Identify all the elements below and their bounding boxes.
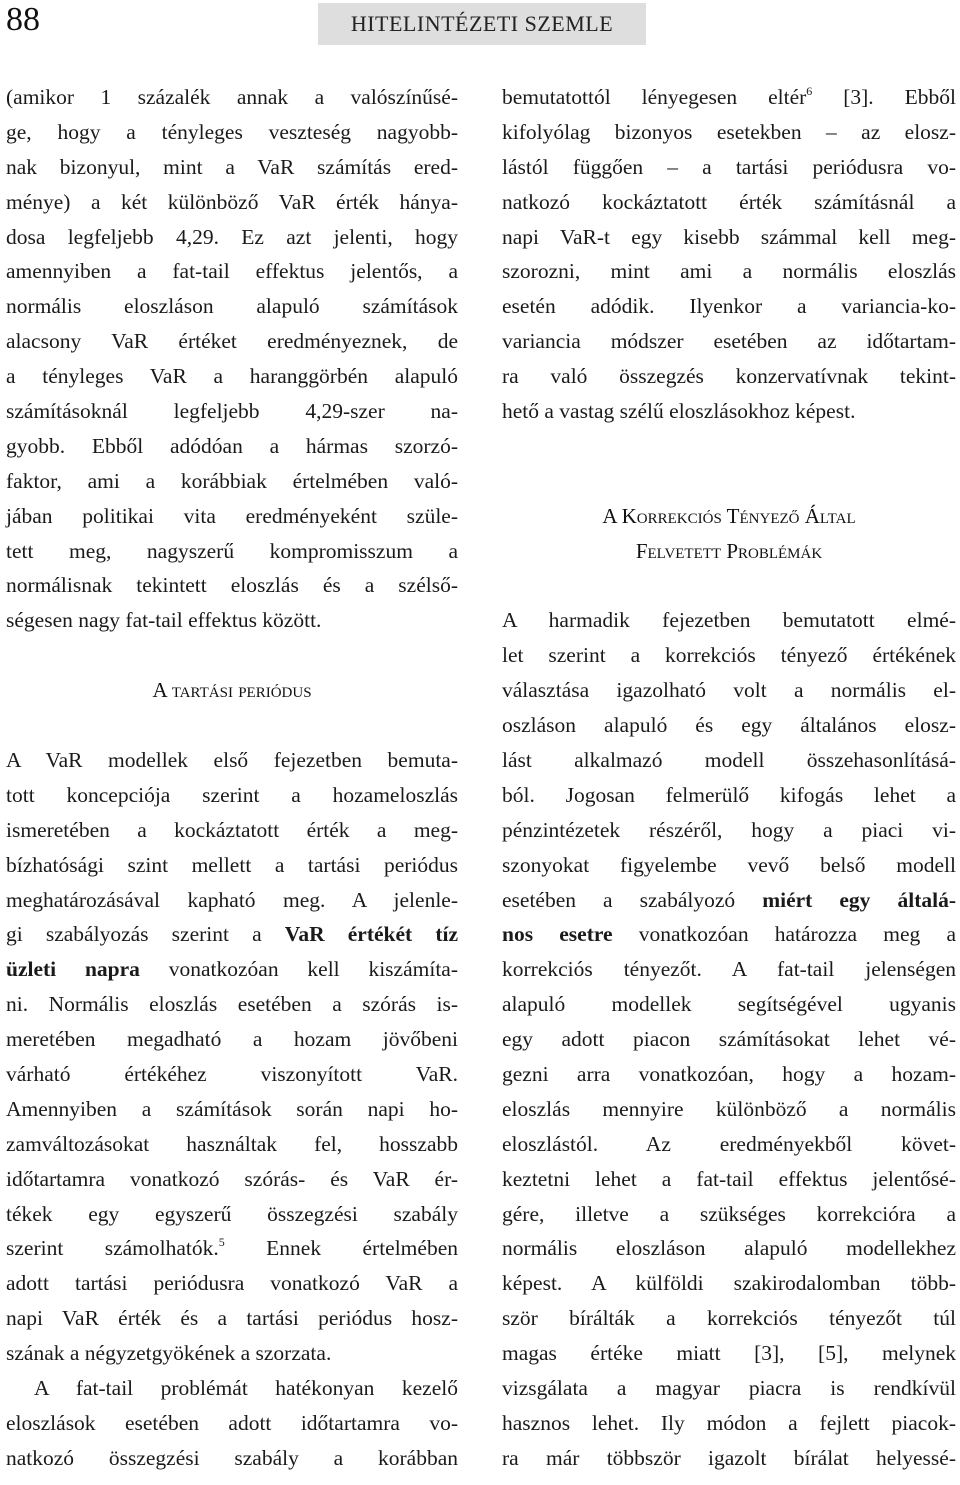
text-line: ménye) a két különböző VaR érték hánya- [6,189,458,214]
text-line: esetén adódik. Ilyenkor a variancia-ko- [502,294,956,319]
spacer [502,429,956,464]
text-line: A fat-tail problémát hatékonyan kezelő [34,1375,458,1400]
text-line: magas értéke miatt [3], [5], melynek [502,1341,956,1366]
text-line: tékek egy egyszerű összegzési szabály [6,1201,458,1226]
text-line: időtartamra vonatkozó szórás- és VaR ér- [6,1166,458,1191]
text-line: gyobb. Ebből adódóan a hármas szorzó- [6,433,458,458]
text-line: ge, hogy a tényleges veszteség nagyobb- [6,119,458,144]
text-line: natkozó összegzési szabály a korábban [6,1445,458,1470]
text-line: hasznos lehet. Ily módon a fejlett piacok- [502,1410,956,1435]
emphasis: miért egy általá- [762,887,956,912]
text-line: gére, illetve a szükséges korrekcióra a [502,1201,956,1226]
text-line: faktor, ami a korábbiak értelmében való- [6,468,458,493]
text-line: szorozni, mint ami a normális eloszlás [502,259,956,284]
right-paragraph-1 [502,80,956,429]
text-line: meretében megadható a hozam jövőbeni [6,1027,458,1052]
text-line: eloszlás mennyire különböző a normális [502,1096,956,1121]
text-line: képest. A külföldi szakirodalomban több- [502,1271,956,1296]
text-line: eloszlások esetében adott időtartamra vo- [6,1410,458,1435]
text-line: meghatározásával kapható meg. A jelenle- [6,887,458,912]
section-heading-text: A tartási periódus [152,678,312,703]
text-line: a tényleges VaR a haranggörbén alapuló [6,364,458,389]
right-paragraph-2 [502,603,956,1475]
footnote-reference: 5 [218,1235,225,1250]
journal-running-head: HITELINTÉZETI SZEMLE [318,3,646,45]
text-line: tett meg, nagyszerű kompromisszum a [6,538,458,563]
text-line: kifolyólag bizonyos esetekben – az elosz- [502,119,956,144]
text-line: hető a vastag szélű eloszlásokhoz képest. [502,399,856,424]
text-line: gi szabályozás szerint a VaR értékét tíz [6,922,458,947]
emphasis: üzleti napra [6,957,140,982]
text-line: adott tartási periódusra vonatkozó VaR a [6,1271,458,1296]
text-line: jában politikai vita eredményeként szüle- [6,503,458,528]
right-column [502,80,956,1476]
text-line: várható értékéhez viszonyított VaR. [6,1061,458,1086]
text-line: dosa legfeljebb 4,29. Ez azt jelenti, hogy [6,224,458,249]
section-heading-correction-factor [502,499,956,569]
spacer [502,569,956,604]
text-line: tott koncepciója szerint a hozameloszlás [6,782,458,807]
text-line: (amikor 1 százalék annak a valószínűsé- [6,85,458,109]
section-heading-line-1: A Korrekciós Tényező Által [602,503,856,528]
text-line: számításoknál legfeljebb 4,29-szer na- [6,399,458,424]
text-line: zamváltozásokat használtak fel, hosszabb [6,1131,458,1156]
text-line: eloszlástól. Az eredményekből követ- [502,1131,956,1156]
emphasis: VaR értékét tíz [284,922,458,947]
text-line: natkozó kockáztatott érték számításnál a [502,189,956,214]
text-line: szának a négyzetgyökének a szorzata. [6,1341,332,1366]
spacer [6,708,458,743]
text-line: esetében a szabályozó miért egy általá- [502,887,956,912]
text-line: variancia módszer esetében az időtartam- [502,329,956,354]
text-line: szerint számolhatók.$^5$ Ennek értelmében [6,1235,458,1261]
text-line: normális eloszláson alapuló számítások [6,294,458,319]
text-line: választása igazolható volt a normális el- [502,678,956,703]
text-line: Amennyiben a számítások során napi ho- [6,1096,458,1121]
footnote-reference: 6 [806,84,813,98]
text-line: szonyokat figyelembe vevő belső modell [502,852,956,877]
text-line: lást alkalmazó modell összehasonlításá- [502,747,956,772]
text-line: amennyiben a fat-tail effektus jelentős, a [6,259,458,284]
page-number: 88 [6,1,40,38]
text-line: oszláson alapuló és egy általános elosz- [502,713,956,738]
text-line: nak bizonyul, mint a VaR számítás ered- [6,154,458,179]
text-line: normális eloszláson alapuló modellekhez [502,1236,956,1261]
text-line: ra már többször igazolt bírálat helyessé- [502,1445,956,1470]
text-line: bemutatottól lényegesen eltér$^6$ [3]. Ebből [502,84,956,109]
text-line: nos esetre vonatkozóan határozza meg a [502,922,956,947]
text-line: gezni arra vonatkozóan, hogy a hozam- [502,1061,956,1086]
text-line: vizsgálata a magyar piacra is rendkívül [502,1375,956,1400]
text-line: keztetni lehet a fat-tail effektus jelentősé- [502,1166,956,1191]
text-line: lástól függően – a tartási periódusra vo- [502,154,956,179]
text-line: A VaR modellek első fejezetben bemuta- [6,747,458,772]
text-line: napi VaR érték és a tartási periódus hosz- [6,1306,458,1331]
text-line: alapuló modellek segítségével ugyanis [502,992,956,1017]
section-heading-holding-period [6,673,458,708]
text-line: ször bírálták a korrekciós tényezőt túl [502,1306,956,1331]
emphasis: nos esetre [502,922,613,947]
left-paragraph-2 [6,743,458,1371]
text-line: let szerint a korrekciós tényező értékének [502,643,956,668]
text-line: pénzintézetek részéről, hogy a piaci vi- [502,817,956,842]
text-line: A harmadik fejezetben bemutatott elmé- [502,608,956,633]
left-paragraph-3 [6,1371,458,1476]
left-column [6,80,458,1476]
spacer [502,464,956,499]
text-line: napi VaR-t egy kisebb számmal kell meg- [502,224,956,249]
section-heading-line-2: Felvetett Problémák [635,538,823,563]
text-line: alacsony VaR értéket eredményeznek, de [6,329,458,354]
text-line: bízhatósági szint mellett a tartási periódus [6,852,458,877]
text-line: ismeretében a kockáztatott érték a meg- [6,817,458,842]
text-line: normálisnak tekintett eloszlás és a szélső- [6,573,458,598]
text-line: ségesen nagy fat-tail effektus között. [6,608,322,633]
spacer [6,638,458,673]
text-line: üzleti napra vonatkozóan kell kiszámíta- [6,957,458,982]
text-line: egy adott piacon számításokat lehet vé- [502,1027,956,1052]
text-line: ból. Jogosan felmerülő kifogás lehet a [502,782,956,807]
text-line: korrekciós tényezőt. A fat-tail jelenségen [502,957,956,982]
text-line: ra való összegzés konzervatívnak tekint- [502,364,956,389]
text-line: ni. Normális eloszlás esetében a szórás is- [6,992,458,1017]
left-paragraph-1 [6,80,458,638]
